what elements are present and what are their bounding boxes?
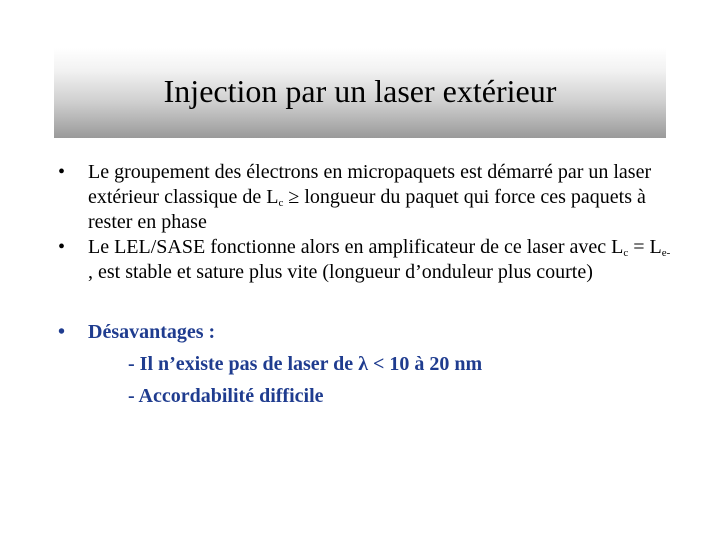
- bullet-amplifier: [54, 235, 674, 285]
- disadvantage-text: < 10 à 20 nm: [368, 353, 483, 375]
- bullet-marker: •: [58, 321, 66, 343]
- bullet-text: ≥ longueur du paquet qui force ces paquets à rester en phase: [88, 186, 646, 233]
- bullet-text: Le LEL/SASE fonctionne alors en amplificateur de ce laser avec L: [88, 236, 624, 258]
- bullet-marker: •: [58, 161, 66, 183]
- subscript: c: [623, 247, 629, 259]
- bullet-grouping: [54, 160, 674, 235]
- disadvantage-text: - Il n’existe pas de laser de: [128, 353, 359, 375]
- bullet-text: Le groupement des électrons en micropaquets est démarré par un laser extérieur classique de L: [88, 161, 652, 208]
- title-bar: [54, 48, 666, 138]
- disadvantage-item-tunability: - Accordabilité difficile: [128, 385, 324, 407]
- disadvantages-heading: Désavantages :: [88, 321, 216, 343]
- slide-title: Injection par un laser extérieur: [163, 73, 557, 109]
- bullet-disadvantages: [54, 320, 674, 409]
- lambda-symbol: λ: [358, 353, 369, 375]
- bullet-marker: •: [58, 236, 66, 258]
- subscript: e-: [661, 247, 671, 259]
- bullet-text: , est stable et sature plus vite (longueur d’onduleur plus courte): [88, 261, 593, 283]
- bullet-text: = L: [628, 236, 662, 258]
- disadvantage-item-wavelength: [88, 352, 674, 377]
- bullet-list: [54, 160, 674, 409]
- subscript: c: [278, 197, 284, 209]
